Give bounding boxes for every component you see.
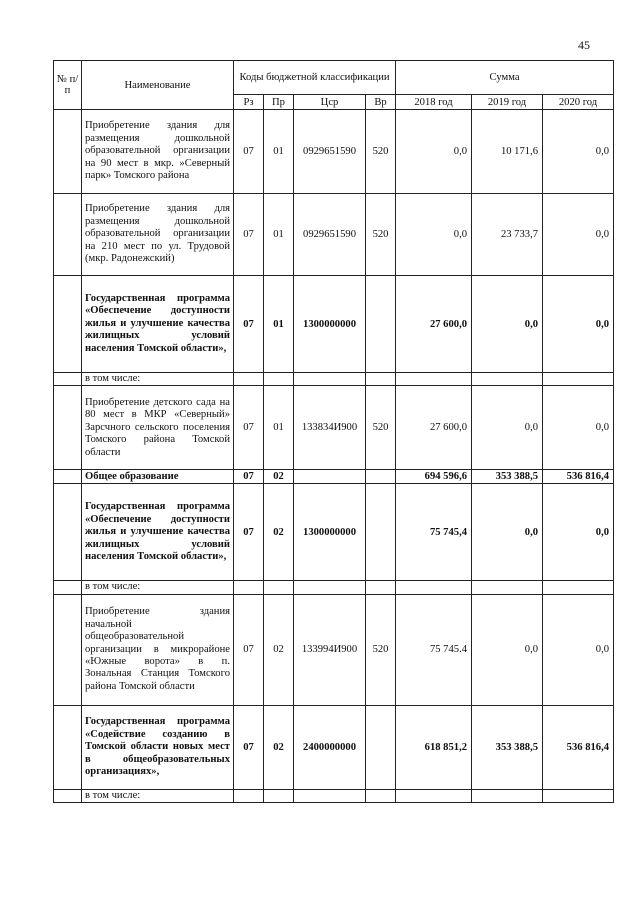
row-2020: 0,0 (543, 110, 614, 194)
row-name: Государственная программа «Обеспечение доступности жилья и улучшение качества жилищных условий населения Томской области», (82, 276, 234, 373)
row-vr (366, 276, 396, 373)
header-vr: Вр (366, 95, 396, 110)
budget-table (53, 60, 614, 803)
row-2018: 75 745,4 (396, 484, 472, 581)
row-pr: 02 (264, 705, 294, 789)
row-pr: 01 (264, 110, 294, 194)
table-row (54, 470, 614, 484)
row-rz: 07 (234, 194, 264, 276)
row-csr: 133994И900 (294, 594, 366, 705)
row-rz: 07 (234, 470, 264, 484)
row-2018: 618 851,2 (396, 705, 472, 789)
row-name: Общее образование (82, 470, 234, 484)
row-name: Приобретение здания для размещения дошкольной образовательной организации на 210 мест по ул. Трудовой (мкр. Радонежский) (82, 194, 234, 276)
row-name: Государственная программа «Содействие созданию в Томской области новых мест в общеобразовательных организациях», (82, 705, 234, 789)
row-vr: 520 (366, 194, 396, 276)
row-csr: 0929651590 (294, 194, 366, 276)
table-row (54, 194, 614, 276)
header-pr: Пр (264, 95, 294, 110)
row-vr (366, 470, 396, 484)
header-num: № п/п (54, 61, 82, 110)
row-rz: 07 (234, 276, 264, 373)
row-vr (366, 484, 396, 581)
row-csr: 0929651590 (294, 110, 366, 194)
header-2018: 2018 год (396, 95, 472, 110)
row-pr: 02 (264, 594, 294, 705)
row-2020: 536 816,4 (543, 705, 614, 789)
row-rz: 07 (234, 110, 264, 194)
row-2018: 27 600,0 (396, 276, 472, 373)
row-2020: 0,0 (543, 484, 614, 581)
row-rz: 07 (234, 594, 264, 705)
row-csr (294, 470, 366, 484)
row-name: Государственная программа «Обеспечение доступности жилья и улучшение качества жилищных условий населения Томской области», (82, 484, 234, 581)
row-2019: 0,0 (472, 276, 543, 373)
row-2019: 23 733,7 (472, 194, 543, 276)
header-2020: 2020 год (543, 95, 614, 110)
header-2019: 2019 год (472, 95, 543, 110)
row-rz: 07 (234, 386, 264, 470)
table-row (54, 594, 614, 705)
row-pr: 01 (264, 386, 294, 470)
table-row (54, 276, 614, 373)
row-2020: 0,0 (543, 594, 614, 705)
row-name: в том числе: (82, 581, 234, 594)
row-vr: 520 (366, 386, 396, 470)
row-csr: 1300000000 (294, 276, 366, 373)
row-2018: 0,0 (396, 110, 472, 194)
row-rz: 07 (234, 484, 264, 581)
row-name: Приобретение здания для размещения дошкольной образовательной организации на 90 мест в мкр. »Северный парк» Томского района (82, 110, 234, 194)
row-2020: 0,0 (543, 194, 614, 276)
row-name: в том числе: (82, 789, 234, 802)
row-name: Приобретение здания начальной общеобразовательной организации в микрорайоне «Южные ворота» в п. Зональная Станция Томского района Томской области (82, 594, 234, 705)
row-2019: 353 388,5 (472, 470, 543, 484)
row-name: в том числе: (82, 373, 234, 386)
row-vr: 520 (366, 110, 396, 194)
row-2019: 353 388,5 (472, 705, 543, 789)
row-2020: 0,0 (543, 276, 614, 373)
header-codes: Коды бюджетной классификации (234, 61, 396, 95)
table-row (54, 386, 614, 470)
row-rz: 07 (234, 705, 264, 789)
table-row (54, 110, 614, 194)
row-vr (366, 705, 396, 789)
row-2020: 0,0 (543, 386, 614, 470)
table-row (54, 484, 614, 581)
row-name: Приобретение детского сада на 80 мест в МКР «Северный» Зарсчного сельского поселения Томского района Томской области (82, 386, 234, 470)
table-row (54, 789, 614, 802)
row-2019: 0,0 (472, 484, 543, 581)
header-rz: Рз (234, 95, 264, 110)
table-row (54, 373, 614, 386)
header-name: Наименование (82, 61, 234, 110)
row-vr: 520 (366, 594, 396, 705)
row-csr: 2400000000 (294, 705, 366, 789)
row-2019: 10 171,6 (472, 110, 543, 194)
header-sum: Сумма (396, 61, 614, 95)
row-csr: 133834И900 (294, 386, 366, 470)
row-2018: 694 596,6 (396, 470, 472, 484)
table-row (54, 581, 614, 594)
table-row (54, 705, 614, 789)
row-2018: 27 600,0 (396, 386, 472, 470)
page-number: 45 (578, 38, 590, 52)
row-pr: 02 (264, 484, 294, 581)
header-csr: Цср (294, 95, 366, 110)
row-2019: 0,0 (472, 386, 543, 470)
row-pr: 01 (264, 276, 294, 373)
row-pr: 02 (264, 470, 294, 484)
row-2018: 0,0 (396, 194, 472, 276)
row-pr: 01 (264, 194, 294, 276)
row-2019: 0,0 (472, 594, 543, 705)
row-csr: 1300000000 (294, 484, 366, 581)
row-2020: 536 816,4 (543, 470, 614, 484)
row-2018: 75 745.4 (396, 594, 472, 705)
